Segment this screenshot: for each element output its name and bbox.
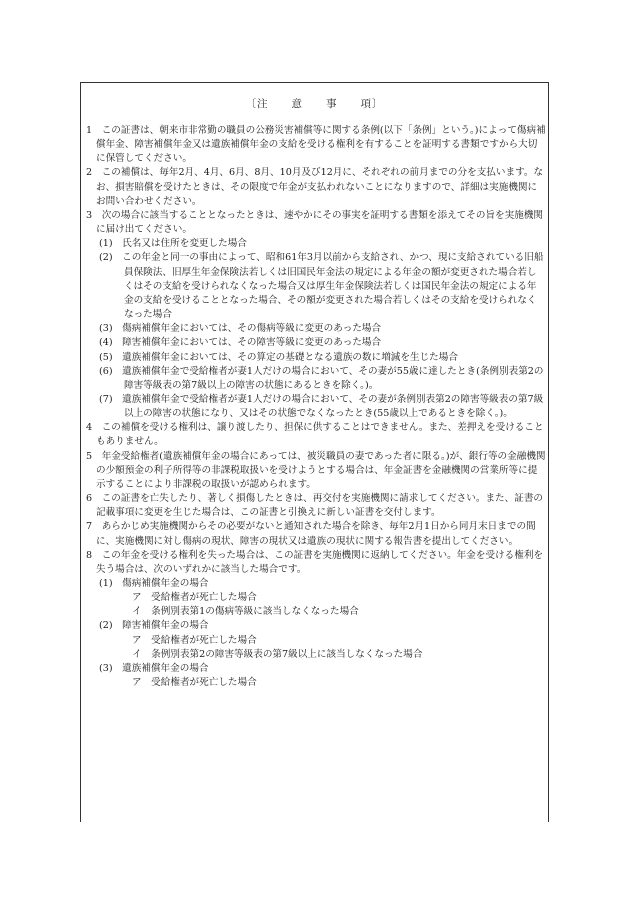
notice-item-8-sub-2: (2) 障害補償年金の場合	[99, 620, 209, 632]
notice-item-8-sub-3: (3) 遺族補償年金の場合	[99, 662, 209, 674]
notice-item-8-sub-1-b: イ 条例別表第1の傷病等級に該当しなくなった場合	[132, 606, 359, 618]
notice-item-8: 8 この年金を受ける権利を失った場合は、この証書を実施機関に返納してください。年金を受ける権利を失う場合は、次のいずれかに該当した場合です。	[86, 549, 544, 575]
notice-item-3: 3 次の場合に該当することとなったときは、速やかにその事実を証明する書類を添えてその旨を実施機関に届け出てください。	[86, 209, 544, 236]
notice-item-2: 2 この補償は、毎年2月、4月、6月、8月、10月及び12月に、それぞれの前月までの分を支払います。なお、損害賠償を受けたときは、その限度で年金が支払われないことになりますので、詳細は実施機関にお問い合わせください。	[86, 167, 544, 207]
notice-item-3-sub-3: (3) 傷病補償年金においては、その傷病等級に変更のあった場合	[99, 323, 382, 335]
notice-item-7: 7 あらかじめ実施機関からその必要がないと通知された場合を除き、毎年2月1日から同月末日までの間に、実施機関に対し傷病の現状、障害の現状又は遺族の現状に関する報告書を提出してください。	[86, 521, 536, 547]
notice-item-8-sub-3-a: ア 受給権者が死亡した場合	[132, 677, 257, 689]
notice-item-6: 6 この証書を亡失したり、著しく損傷したときは、再交付を実施機関に請求してください。また、証書の記載事項に変更を生じた場合は、この証書と引換えに新しい証書を交付します。	[86, 493, 544, 519]
notice-item-8-sub-2-a: ア 受給権者が死亡した場合	[132, 634, 257, 646]
notice-item-8-sub-1: (1) 傷病補償年金の場合	[99, 578, 209, 589]
notice-item-8-sub-1-a: ア 受給権者が死亡した場合	[132, 592, 257, 604]
notice-item-3-sub-1: (1) 氏名又は住所を変更した場合	[99, 238, 247, 250]
notice-item-3-sub-2: (2) この年金と同一の事由によって、昭和61年3月以前から支給され、かつ、現に支給されている旧船員保険法、旧厚生年金保険法若しくは旧国民年金法の規定による年金の額が変更された場合若しくはその支給を受けられなくなった場合又は厚生年金保険法若しくは国民年金法の規定による年金の支給を受けることとなった場合、その額が変更された場合若しくはその支給を受けられなくなった場合	[99, 252, 544, 321]
notice-item-3-sub-7: (7) 遺族補償年金で受給権者が妻1人だけの場合において、その妻が条例別表第2の障害等級表の第7級以上の障害の状態になり、又はその状態でなくなったとき(55歳以上であるときを除く。)。	[99, 393, 544, 420]
notice-item-1: 1 この証書は、朝来市非常勤の職員の公務災害補償等に関する条例(以下「条例」という。)によって傷病補償年金、障害補償年金又は遺族補償年金の支給を受ける権利を有することを証明する書類ですから大切に保管してください。	[86, 125, 546, 165]
notice-item-8-sub-2-b: イ 条例別表第2の障害等級表の第7級以上に該当しなくなった場合	[132, 648, 423, 660]
notice-item-4: 4 この補償を受ける権利は、譲り渡したり、担保に供することはできません。また、差押えを受けることもありません。	[86, 422, 544, 448]
page-title: 〔注 意 事 項〕	[245, 98, 384, 110]
notice-item-3-sub-4: (4) 障害補償年金においては、その障害等級に変更のあった場合	[99, 337, 382, 349]
notice-item-3-sub-6: (6) 遺族補償年金で受給権者が妻1人だけの場合において、その妻が55歳に達したとき(条例別表第2の障害等級表の第7級以上の障害の状態にあるときを除く。)。	[99, 365, 544, 391]
notice-item-5: 5 年金受給権者(遺族補償年金の場合にあっては、被災職員の妻であった者に限る。)が、銀行等の金融機関の少額預金の利子所得等の非課税取扱いを受けようとする場合は、年金証書を金融機関の営業所等に提示することにより非課税の取扱いが認められます。	[86, 450, 546, 490]
notice-item-3-sub-5: (5) 遺族補償年金においては、その算定の基礎となる遺族の数に増減を生じた場合	[99, 351, 458, 363]
notice-body	[86, 124, 546, 690]
